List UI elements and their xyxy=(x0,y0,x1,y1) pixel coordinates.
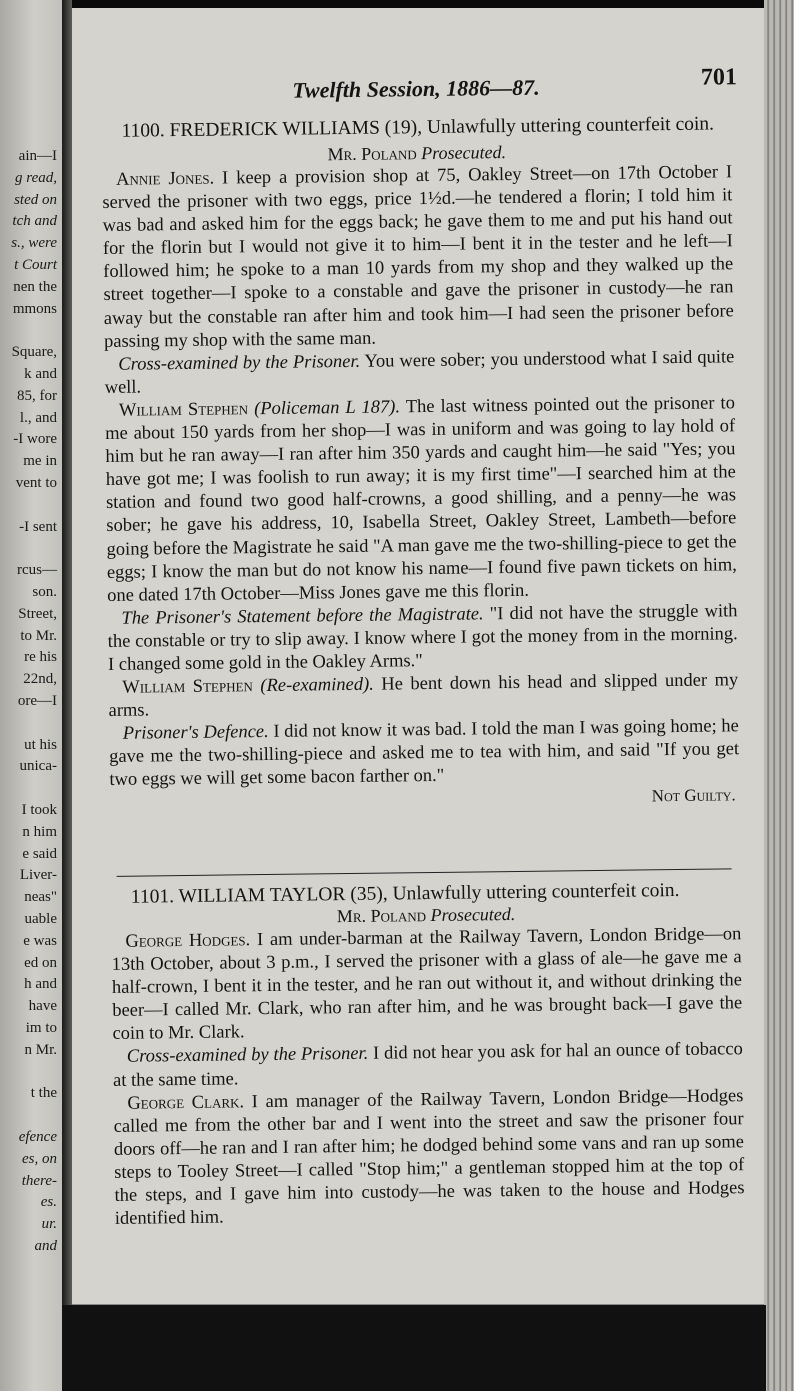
page-content xyxy=(100,0,745,1230)
testimony-text: I am manager of the Railway Tavern, London Bridge—Hodges called me from the other bar and I went into the street and saw the prisoner four doors off—he ran and I ran after him; he dodged behind some vans and ran up some steps to Tooley Street—I called "Stop him;" a gentleman stopped him at the top of the steps, and I gave him into custody—he was taken to the house and Hodges identified him. xyxy=(113,1085,745,1230)
case-1101 xyxy=(111,878,745,1231)
testimony-text: I did not hear you ask for hal an ounce of tobacco at the same time. xyxy=(112,1039,743,1091)
left-page-fragment: 22nd, xyxy=(23,671,57,688)
cross-examination-label: Cross-examined by the Prisoner. xyxy=(126,1044,369,1068)
left-page-fragment: es. xyxy=(40,1194,57,1211)
left-page-fragment: uable xyxy=(24,911,57,927)
book-page xyxy=(72,8,764,1305)
witness-name: George Clark. xyxy=(127,1091,245,1114)
prosecutor-role: Prosecuted. xyxy=(430,903,516,926)
witness-name: Annie Jones. xyxy=(115,168,215,190)
testimony-text: I am under-barman at the Railway Tavern, London Bridge—on 13th October, about 3 p.m., I served the prisoner with a glass of ale—he gave me a half-crown, I bent it in the tester, and he ran out without it, and without drinking the beer—I called Mr. Clark, who ran after him, and he was brought back—I gave the coin to Mr. Clark. xyxy=(111,924,743,1045)
running-header xyxy=(101,64,738,110)
prosecutor-name: Mr. Poland xyxy=(336,905,427,927)
left-page-fragment: ore—I xyxy=(17,693,57,709)
book-gutter xyxy=(62,0,72,1391)
left-page-fragment: n Mr. xyxy=(24,1041,57,1058)
left-page-fragment: tch and xyxy=(12,213,57,230)
left-page-fragment: 85, for xyxy=(17,387,57,404)
case-divider-rule xyxy=(117,868,732,877)
left-page-fragment: I took xyxy=(21,802,57,818)
left-page-fragment: there- xyxy=(21,1172,57,1189)
testimony-paragraph xyxy=(102,161,734,353)
left-page-fragment: e said xyxy=(22,845,57,862)
left-page-fragment: t the xyxy=(30,1085,57,1102)
testimony-text: The last witness pointed out the prisoner to me about 150 yards from her shop—I was in uniform and was going to lay hold of him but he ran away—I ran after him 350 yards and caught him—he said "Yes; you have got me; I was foolish to run away; it is my first time"—I searched him at the station and found two good half-crowns, a good shilling, and a penny—he was sober; he gave his address, 10, Isabella Street, Oakley Street, Lambeth—before going before the Magistrate he said "A man gave me the two-shilling-piece to get the eggs; I know the man but do not know his name—I found five pawn tickets on him, one dated 17th October—Miss Jones gave me this florin. xyxy=(105,393,737,606)
left-page-fragment: e was xyxy=(23,932,57,949)
left-page-fragment: ain—I xyxy=(18,148,57,164)
testimony-text: You were sober; you understood what I said quite well. xyxy=(104,347,735,398)
defence-paragraph xyxy=(109,715,740,792)
prosecutor-role: Prosecuted. xyxy=(421,142,507,164)
left-page-fragment: mmons xyxy=(12,300,57,317)
testimony-paragraph xyxy=(108,669,739,723)
header-title: Twelfth Session, 1886—87. xyxy=(292,74,540,103)
left-page-fragment: ut his xyxy=(24,736,57,753)
witness-name: William Stephen xyxy=(118,399,249,421)
case-1100 xyxy=(101,112,739,812)
left-page-margin xyxy=(0,0,62,1391)
left-page-fragment: ed on xyxy=(24,954,57,971)
left-page-fragment: n him xyxy=(22,823,57,840)
case-heading: 1101. WILLIAM TAYLOR (35), Unlawfully uttering counterfeit coin. xyxy=(130,879,680,908)
left-page-fragment: Liver- xyxy=(19,867,57,884)
testimony-paragraph xyxy=(111,923,742,1046)
witness-name: George Hodges. xyxy=(125,930,251,952)
left-page-fragment: me in xyxy=(23,453,57,470)
testimony-paragraph xyxy=(113,1085,745,1231)
testimony-text: I keep a provision shop at 75, Oakley Street—on 17th October I served the prisoner with two eggs, price 1½d.—he tendered a florin; I told him it was bad and asked him for the eggs back; he gave them to me and put his hand out for the florin but I would not give it to him—I bent it in the tester and he left—I followed him; he spoke to a man 10 yards from my shop and they walked up the street together—I spoke to a constable and gave the prisoner in custody—he ran away but the constable ran after him and took him—I had seen the prisoner before passing my shop with the same man. xyxy=(102,162,734,352)
testimony-paragraph xyxy=(105,392,737,608)
left-page-fragment: t Court xyxy=(14,257,57,273)
prosecutor-name: Mr. Poland xyxy=(327,143,417,165)
verdict: Not Guilty. xyxy=(651,784,736,805)
witness-role: (Policeman L 187). xyxy=(254,397,401,420)
left-page-fragment: have xyxy=(28,998,57,1015)
left-page-fragment: son. xyxy=(32,584,57,600)
statement-paragraph xyxy=(107,600,738,677)
left-page-fragment: ur. xyxy=(41,1216,57,1233)
cross-examination-paragraph xyxy=(104,346,735,400)
defence-label: Prisoner's Defence. xyxy=(122,722,269,745)
statement-label: The Prisoner's Statement before the Magistrate. xyxy=(121,604,484,629)
defence-text: I did not know it was bad. I told the man I was going home; he gave me the two-shilling-piece and asked me to tea with him, and said "If you get two eggs we will get some bacon farther on." xyxy=(109,716,740,791)
witness-role: (Re-examined). xyxy=(260,674,374,697)
left-page-fragment: to Mr. xyxy=(20,627,57,644)
left-page-fragment: im to xyxy=(25,1020,57,1036)
page-number: 701 xyxy=(700,64,738,91)
left-page-fragment: sted on xyxy=(14,191,57,208)
left-page-fragment: -I wore xyxy=(13,431,57,448)
left-page-fragment: neas" xyxy=(24,889,57,906)
left-page-fragment: and xyxy=(34,1238,57,1254)
left-page-fragment: -I sent xyxy=(19,518,57,535)
left-page-fragment: s., were xyxy=(11,235,57,252)
left-page-fragment: rcus— xyxy=(17,562,57,579)
left-page-fragment: efence xyxy=(18,1129,57,1145)
testimony-text: He bent down his head and slipped under my arms. xyxy=(108,670,739,722)
left-page-fragment: unica- xyxy=(19,758,57,775)
left-page-fragment: es, on xyxy=(22,1150,57,1167)
left-page-fragment: Street, xyxy=(18,605,57,622)
witness-name: William Stephen xyxy=(122,676,253,698)
left-page-fragment: Square, xyxy=(11,344,57,361)
left-page-fragment: l., and xyxy=(19,409,57,426)
cross-examination-paragraph xyxy=(113,1039,744,1093)
left-page-fragment: nen the xyxy=(13,278,57,295)
statement-text: "I did not have the struggle with the constable or try to slip away. I know where I got the money from in the morning. I changed some gold in the Oakley Arms." xyxy=(107,601,738,675)
left-page-fragment: vent to xyxy=(15,475,57,491)
page-edge xyxy=(764,0,794,1391)
left-page-fragment: re his xyxy=(24,649,57,666)
scan-background xyxy=(62,1305,766,1391)
left-page-fragment: h and xyxy=(24,976,57,993)
cross-examination-label: Cross-examined by the Prisoner. xyxy=(118,351,361,375)
left-page-fragment: g read, xyxy=(15,169,57,186)
left-page-fragment: k and xyxy=(24,366,57,382)
case-heading: 1100. FREDERICK WILLIAMS (19), Unlawfully uttering counterfeit coin. xyxy=(121,113,715,142)
